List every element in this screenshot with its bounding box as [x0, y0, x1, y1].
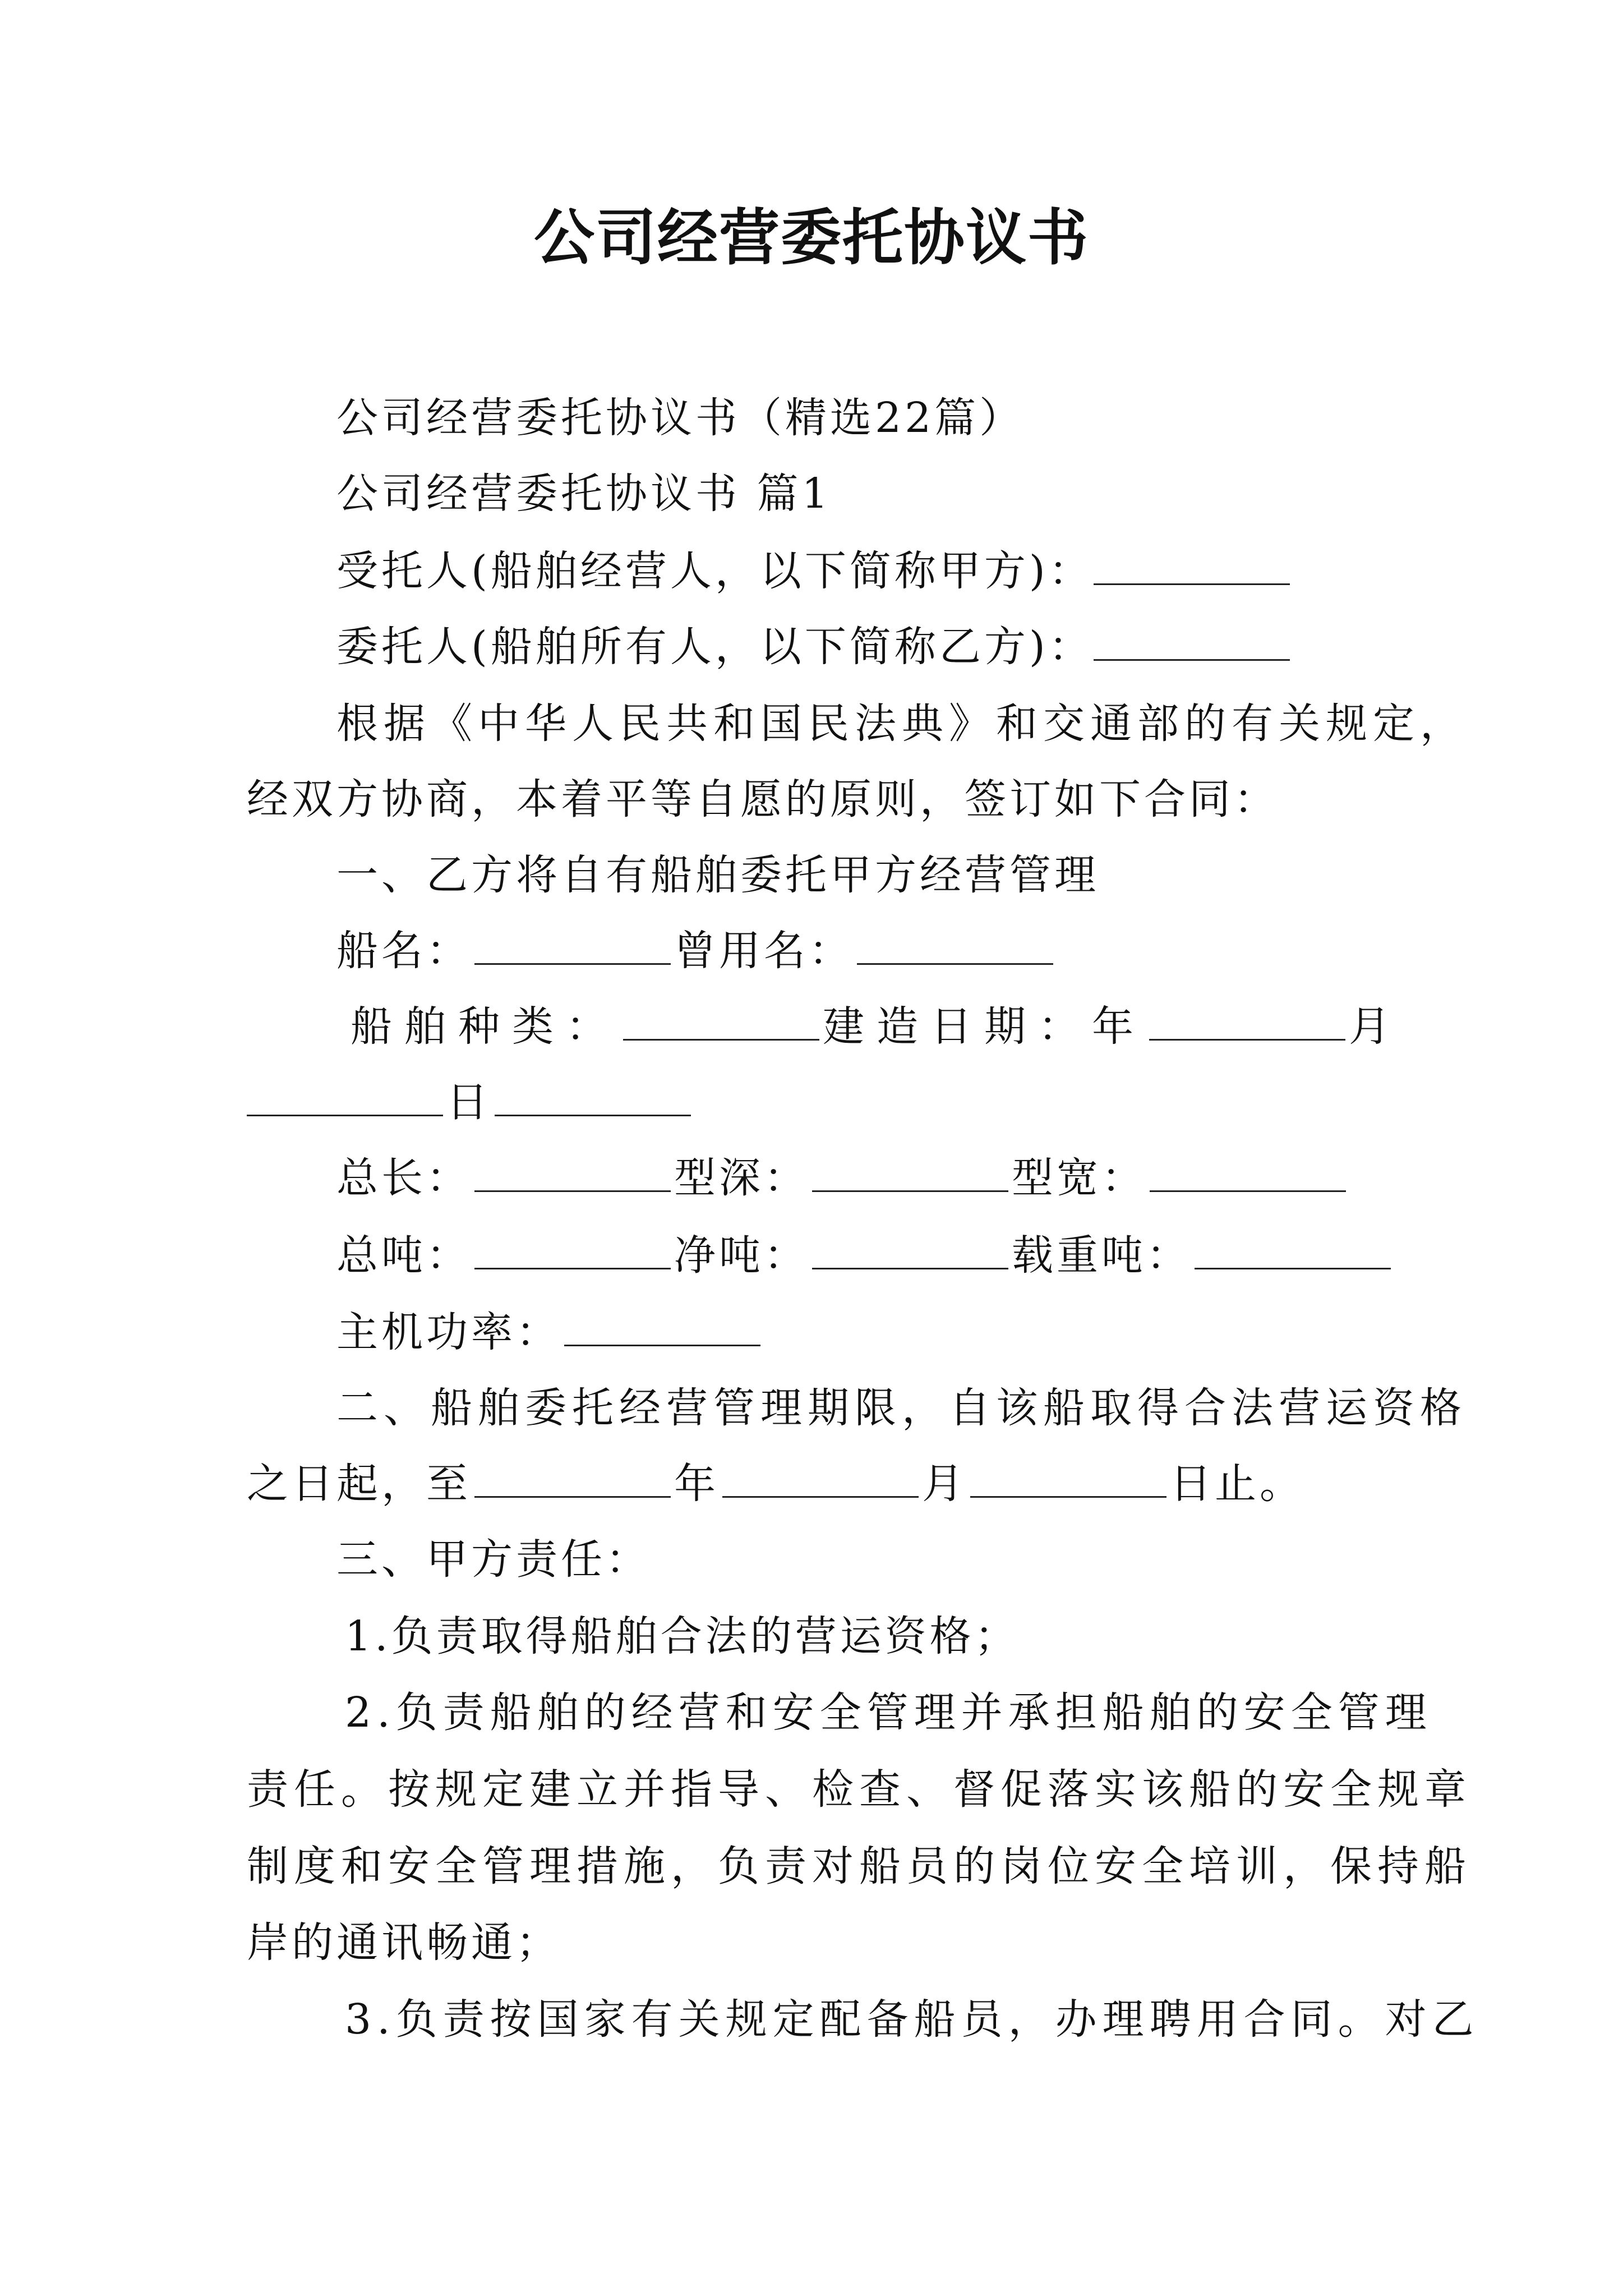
clause-3-item-2-line-2	[247, 1761, 1472, 1818]
ship-type-line	[351, 999, 1403, 1055]
paragraph-text: 经双方协商，本着平等自愿的原则，签订如下合同：	[247, 775, 1279, 823]
length-blank	[474, 1156, 671, 1192]
clause-text: 二、船舶委托经营管理期限，自该船取得合法营运资格	[336, 1384, 1467, 1432]
clause-3-heading	[336, 1531, 651, 1588]
clause-3-item-1	[345, 1608, 1020, 1664]
item-text: 责任。按规定建立并指导、检查、督促落实该船的安全规章	[247, 1765, 1472, 1814]
former-name-label: 曾用名：	[674, 927, 854, 975]
clause-2-line-2	[247, 1456, 1304, 1512]
trustee-blank	[1094, 549, 1290, 585]
clause-1-heading	[336, 847, 1099, 903]
deadweight-label: 载重吨：	[1012, 1231, 1191, 1280]
clause-text: 三、甲方责任：	[336, 1535, 651, 1584]
item-text: 制度和安全管理措施，负责对船员的岗位安全培训，保持船	[247, 1842, 1472, 1890]
clause-3-item-2-line-4	[247, 1915, 561, 1971]
term-year-blank	[474, 1461, 671, 1498]
trustee-line	[336, 543, 1293, 599]
clause-3-item-3-line-1	[345, 1991, 1479, 2047]
gross-tonnage-label: 总吨：	[336, 1231, 471, 1280]
build-day-line	[247, 1074, 694, 1130]
document-title: 公司经营委托协议书	[533, 203, 1089, 273]
paragraph-basis-1	[336, 696, 1467, 752]
clause-2-line-1	[336, 1380, 1467, 1436]
clause-3-item-2-line-3	[247, 1838, 1472, 1894]
dimensions-line	[336, 1150, 1349, 1206]
term-month-blank	[722, 1461, 919, 1498]
breadth-label: 型宽：	[1012, 1154, 1146, 1202]
item-text: 3.负责按国家有关规定配备船员，办理聘用合同。对乙	[345, 1995, 1479, 2044]
section-heading-1	[336, 466, 832, 522]
build-date-label: 建造日期：年	[823, 1002, 1146, 1051]
gross-tonnage-blank	[474, 1233, 671, 1269]
depth-label: 型深：	[674, 1154, 809, 1202]
engine-power-blank	[564, 1310, 760, 1346]
item-text: 2.负责船舶的经营和安全管理并承担船舶的安全管理	[345, 1688, 1432, 1737]
trustor-line	[336, 619, 1293, 675]
net-tonnage-blank	[812, 1233, 1008, 1269]
ship-name-label: 船名：	[336, 927, 471, 975]
tonnage-line	[336, 1227, 1394, 1283]
section-heading-text: 公司经营委托协议书 篇1	[336, 470, 832, 518]
term-year-label: 年	[674, 1460, 719, 1508]
breadth-blank	[1150, 1156, 1346, 1192]
length-label: 总长：	[336, 1154, 471, 1202]
item-text: 1.负责取得船舶合法的营运资格；	[345, 1612, 1020, 1660]
ship-type-label: 船舶种类：	[351, 1002, 620, 1051]
build-month-label: 月	[1349, 1002, 1403, 1051]
clause-3-item-2-line-1	[345, 1685, 1432, 1741]
net-tonnage-label: 净吨：	[674, 1231, 809, 1280]
trustor-label: 委托人(船舶所有人，以下简称乙方)：	[336, 623, 1094, 671]
former-name-blank	[857, 928, 1053, 965]
build-month-blank	[247, 1080, 443, 1116]
engine-power-label: 主机功率：	[336, 1308, 561, 1356]
term-day-blank	[970, 1461, 1166, 1498]
item-text: 岸的通讯畅通；	[247, 1918, 561, 1967]
trustor-blank	[1094, 624, 1290, 661]
engine-power-line	[336, 1304, 764, 1360]
ship-name-line	[336, 923, 1057, 979]
paragraph-basis-2	[247, 771, 1279, 827]
trustee-label: 受托人(船舶经营人，以下简称甲方)：	[336, 547, 1094, 595]
term-start-label: 之日起，至	[247, 1460, 471, 1508]
ship-name-blank	[474, 928, 671, 965]
term-end-label: 日止。	[1170, 1460, 1304, 1508]
build-year-blank	[1149, 1004, 1345, 1041]
paragraph-text: 根据《中华人民共和国民法典》和交通部的有关规定，	[336, 700, 1467, 748]
subtitle-selection	[336, 390, 1024, 446]
deadweight-blank	[1195, 1233, 1391, 1269]
term-month-label: 月	[922, 1460, 967, 1508]
build-day-blank	[495, 1080, 691, 1116]
depth-blank	[812, 1156, 1008, 1192]
subtitle-text: 公司经营委托协议书（精选22篇）	[336, 394, 1025, 442]
ship-type-blank	[623, 1004, 819, 1041]
build-day-label: 日	[446, 1078, 491, 1126]
clause-text: 一、乙方将自有船舶委托甲方经营管理	[336, 851, 1099, 899]
